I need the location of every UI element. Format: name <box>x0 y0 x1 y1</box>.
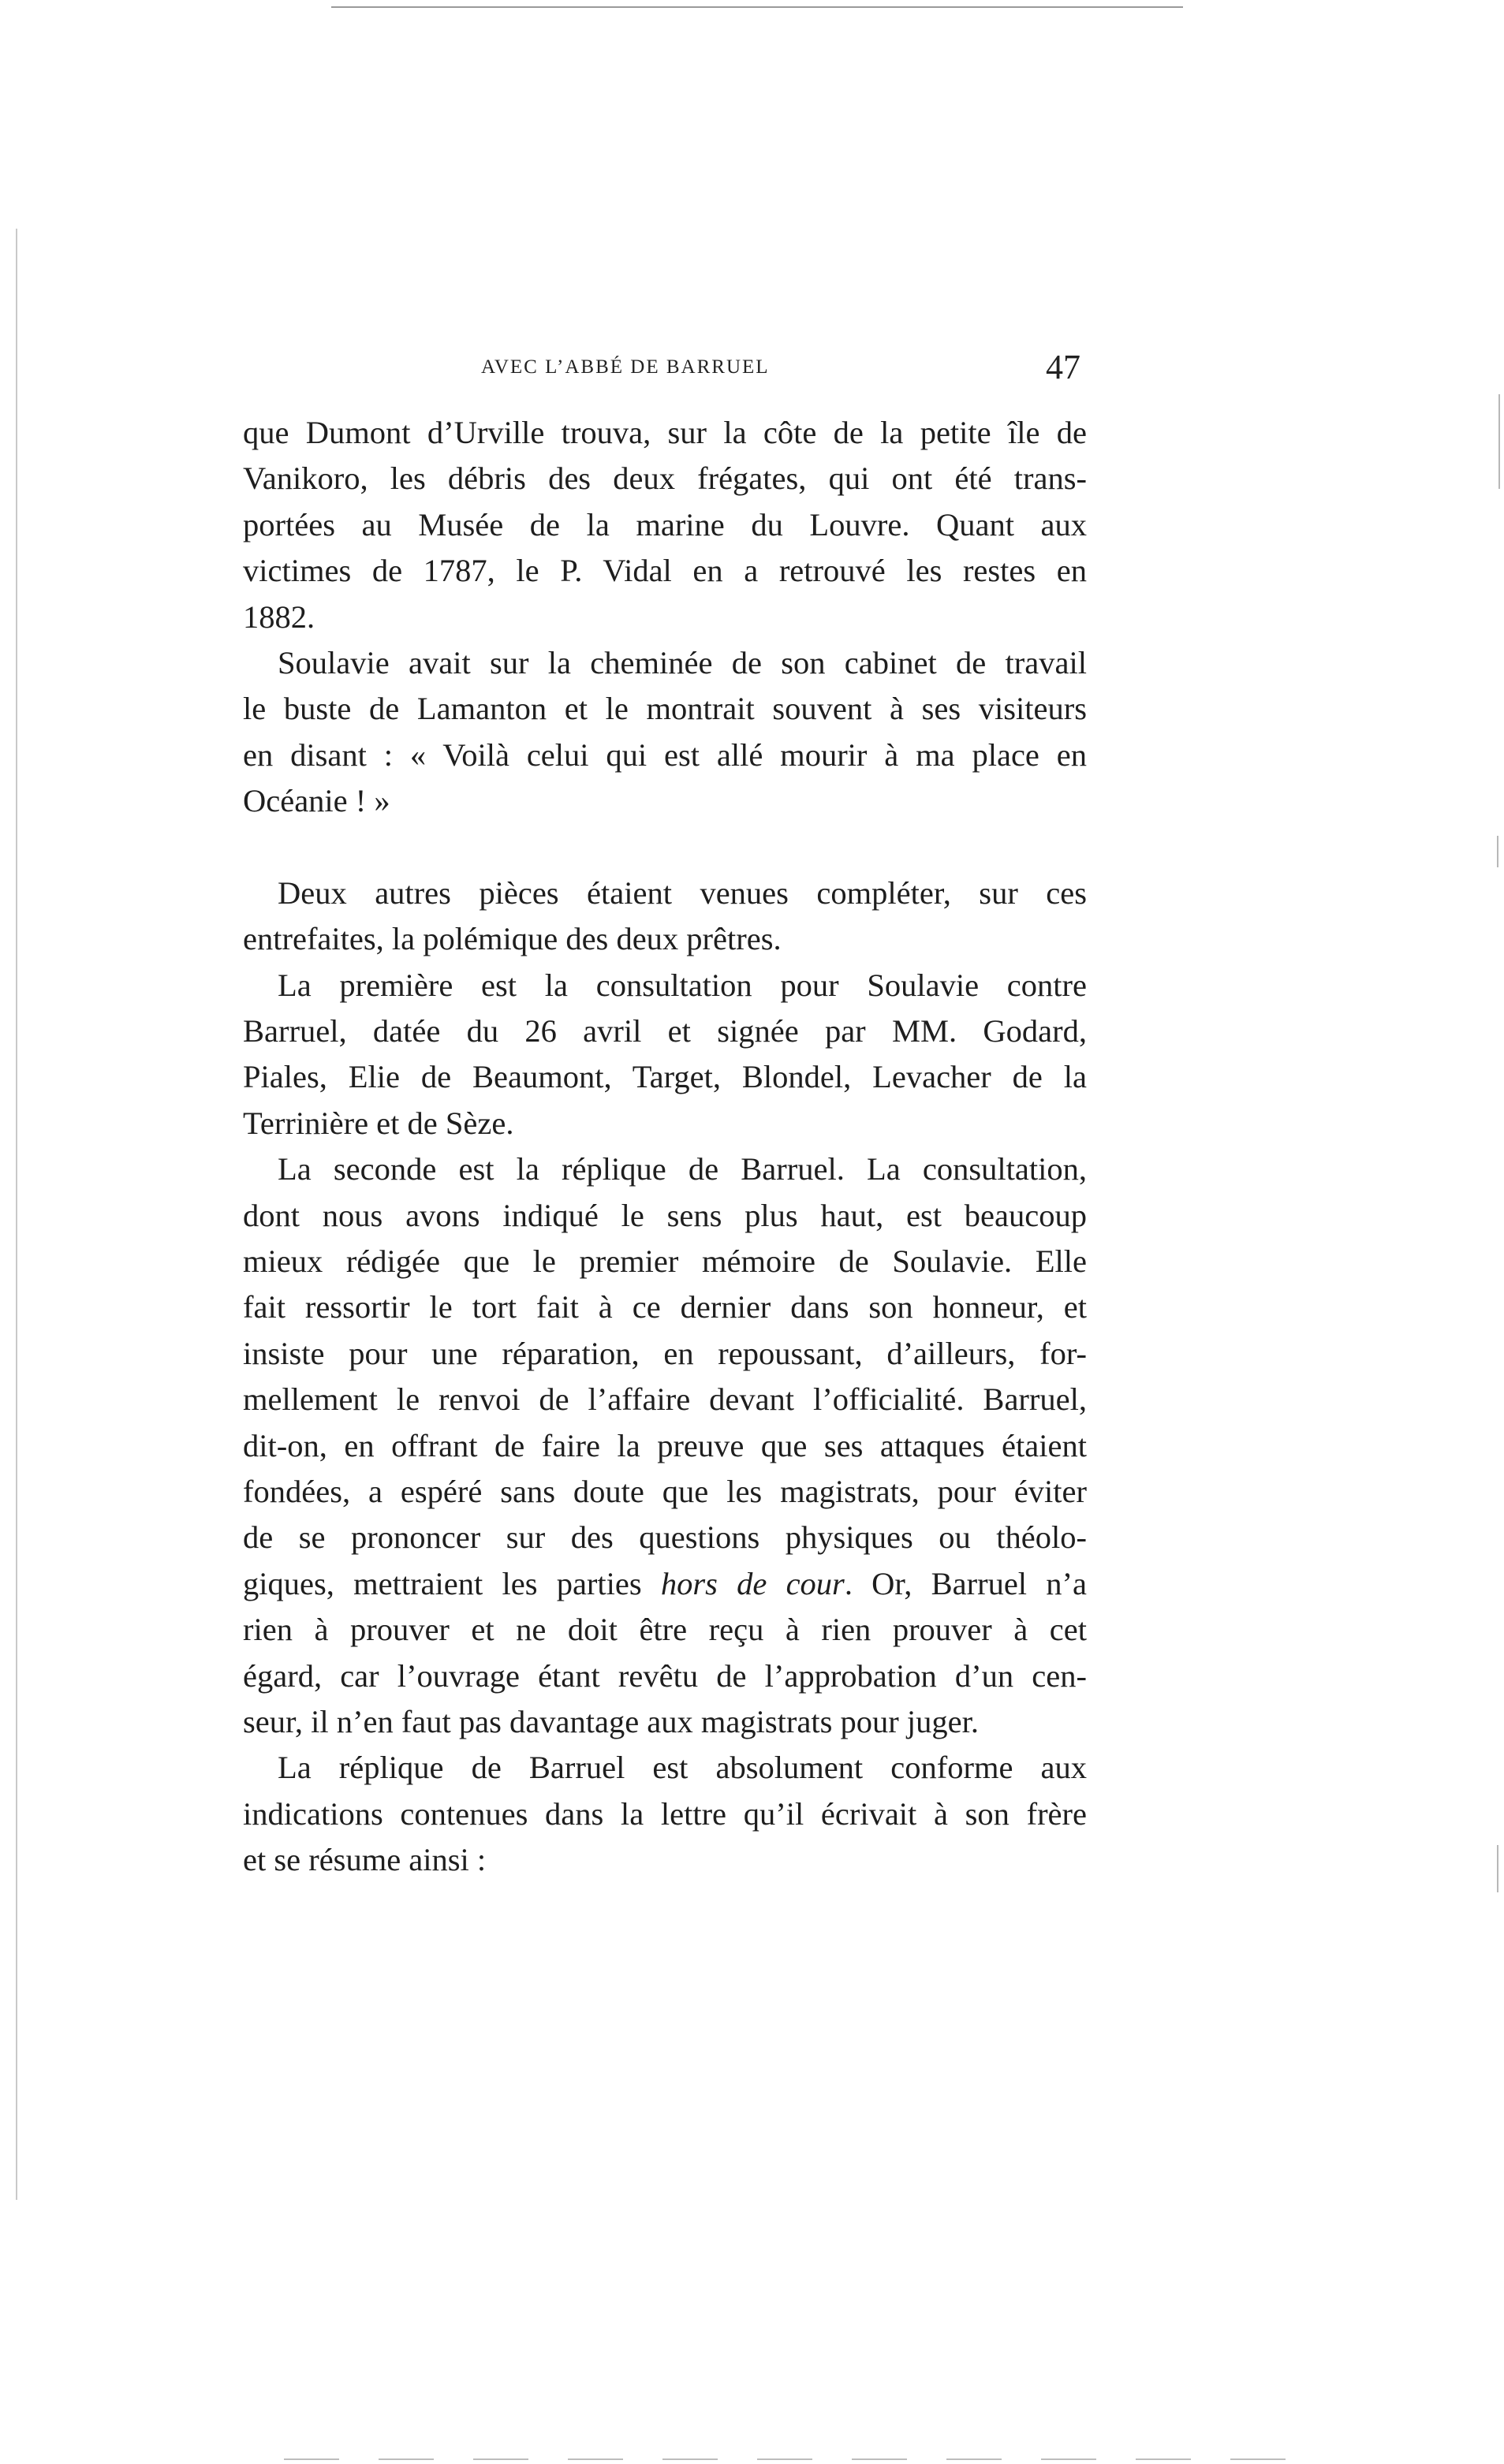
text-line: Terrinière et de Sèze. <box>243 1105 514 1141</box>
text-line: Deux autres pièces étaient venues compléter, sur ces <box>278 874 1087 911</box>
scan-edge-rule <box>331 6 1183 8</box>
text-line: La réplique de Barruel est absolument conforme aux <box>278 1750 1087 1786</box>
scan-edge-mark <box>1498 394 1500 489</box>
text-line: Soulavie avait sur la cheminée de son cabinet de travail <box>278 644 1087 680</box>
text-line: rien à prouver et ne doit être reçu à rien prouver à cet <box>243 1612 1087 1648</box>
text-line: victimes de 1787, le P. Vidal en a retrouvé les restes en <box>243 553 1087 589</box>
text-line: seur, il n’en faut pas davantage aux magistrats pour juger. <box>243 1703 979 1739</box>
text-line: Barruel, datée du 26 avril et signée par MM. Godard, <box>243 1013 1087 1049</box>
text-line: dit-on, en offrant de faire la preuve que ses attaques étaient <box>243 1427 1087 1463</box>
text-line: dont nous avons indiqué le sens plus haut, est beaucoup <box>243 1197 1087 1233</box>
text-line: Piales, Elie de Beaumont, Target, Blondel, Levacher de la <box>243 1059 1087 1095</box>
text-line: La première est la consultation pour Soulavie contre <box>278 967 1087 1003</box>
text-line: mieux rédigée que le premier mémoire de Soulavie. Elle <box>243 1243 1087 1280</box>
text-line-with-italic <box>243 1561 1087 1607</box>
text-line: égard, car l’ouvrage étant revêtu de l’approbation d’un cen- <box>243 1657 1087 1694</box>
text-segment: . Or, Barruel n’a <box>844 1565 1087 1601</box>
text-line: insiste pour une réparation, en repoussant, d’ailleurs, for- <box>243 1335 1087 1371</box>
scan-edge-mark <box>1497 1845 1498 1892</box>
section-gap <box>243 825 1087 870</box>
text-line: 1882. <box>243 598 315 635</box>
text-line: indications contenues dans la lettre qu’il écrivait à son frère <box>243 1795 1087 1832</box>
text-line: de se prononcer sur des questions physiques ou théolo- <box>243 1519 1087 1556</box>
text-line: et se résume ainsi : <box>243 1842 487 1878</box>
page-number: 47 <box>1046 348 1080 386</box>
text-line: en disant : « Voilà celui qui est allé mourir à ma place en <box>243 736 1087 773</box>
text-line: La seconde est la réplique de Barruel. La consultation, <box>278 1151 1087 1187</box>
running-head: AVEC L’ABBÉ DE BARRUEL <box>481 356 770 378</box>
text-line: Océanie ! » <box>243 783 390 819</box>
scan-edge-mark <box>16 229 17 2200</box>
text-line: entrefaites, la polémique des deux prêtres. <box>243 921 782 957</box>
scan-edge-mark <box>1497 836 1498 867</box>
text-line: portées au Musée de la marine du Louvre. Quant aux <box>243 506 1087 542</box>
text-line: fondées, a espéré sans doute que les magistrats, pour éviter <box>243 1473 1087 1509</box>
text-line: Vanikoro, les débris des deux frégates, qui ont été trans- <box>243 460 1087 497</box>
text-line: mellement le renvoi de l’affaire devant l’officialité. Barruel, <box>243 1381 1087 1418</box>
scan-bottom-rule <box>284 2458 1325 2460</box>
text-line: le buste de Lamanton et le montrait souvent à ses visiteurs <box>243 691 1087 727</box>
text-line: que Dumont d’Urville trouva, sur la côte de la petite île de <box>243 415 1087 450</box>
italic-phrase: hors de cour <box>660 1565 845 1601</box>
body-text <box>243 410 1087 1884</box>
text-line: fait ressortir le tort fait à ce dernier dans son honneur, et <box>243 1289 1087 1325</box>
text-segment: giques, mettraient les parties <box>243 1565 661 1601</box>
